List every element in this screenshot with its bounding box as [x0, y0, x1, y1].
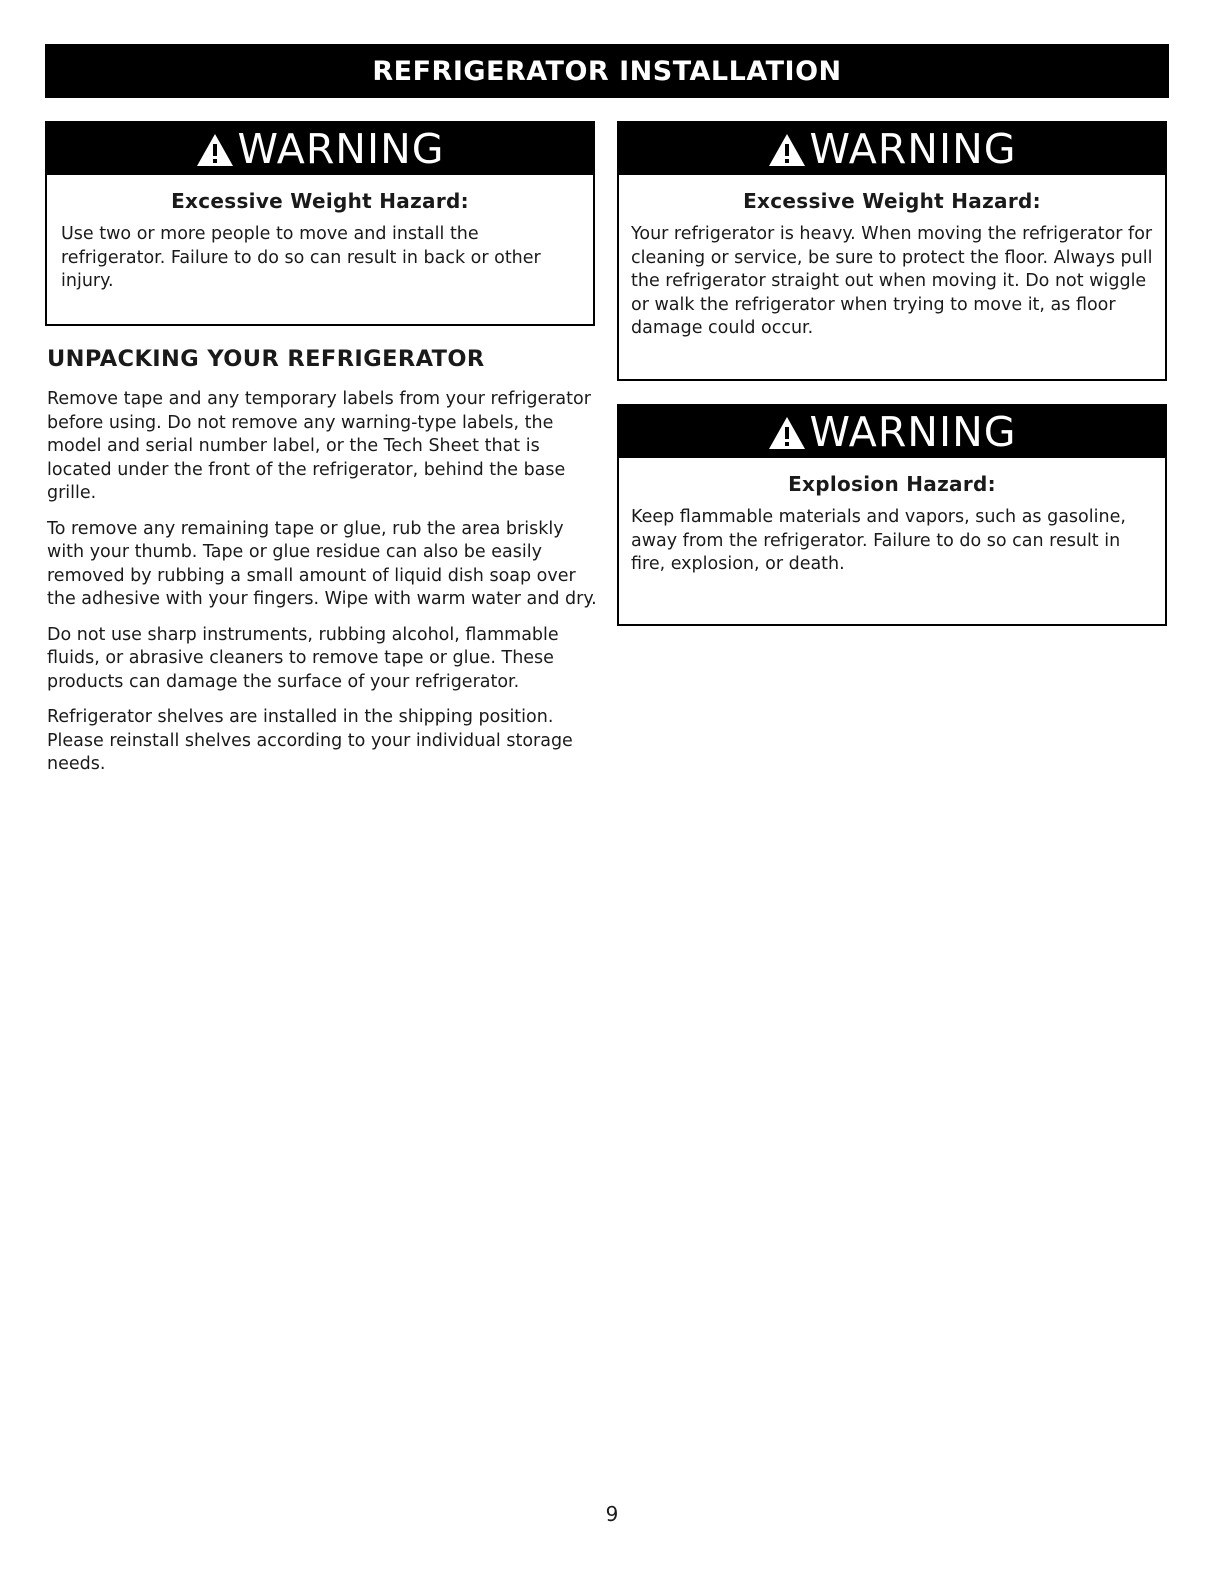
section-body	[47, 388, 597, 789]
warning-label: WARNING	[237, 125, 445, 173]
hazard-title: Excessive Weight Hazard:	[171, 189, 469, 213]
hazard-text: Keep flammable materials and vapors, such as gasoline, away from the refrigerator. Failure to do so can result in fire, explosion, or death.	[631, 507, 1126, 574]
paragraph: Remove tape and any temporary labels from your refrigerator before using. Do not remove any warning-type labels, the model and serial number label, or the Tech Sheet that is located under the front of the refrigerator, behind the base grille.	[47, 389, 591, 503]
warning-label: WARNING	[809, 125, 1017, 173]
warning-triangle-icon	[195, 132, 235, 168]
warning-box-weight-1	[45, 121, 595, 326]
page-number: 9	[605, 1502, 619, 1526]
warning-header	[619, 123, 1165, 175]
paragraph: Do not use sharp instruments, rubbing alcohol, flammable fluids, or abrasive cleaners to remove tape or glue. These products can damage the surface of your refrigerator.	[47, 624, 559, 692]
paragraph: Refrigerator shelves are installed in the shipping position. Please reinstall shelves according to your individual storage needs.	[47, 707, 573, 774]
warning-triangle-icon	[767, 132, 807, 168]
warning-header	[47, 123, 593, 175]
page-header-banner	[45, 44, 1169, 98]
warning-header	[619, 406, 1165, 458]
hazard-text: Use two or more people to move and install the refrigerator. Failure to do so can result in back or other injury.	[61, 224, 541, 291]
hazard-title: Explosion Hazard:	[788, 472, 996, 496]
paragraph: To remove any remaining tape or glue, rub the area briskly with your thumb. Tape or glue residue can also be easily removed by rubbing a small amount of liquid dish soap over the adhesive with your fingers. Wipe with warm water and dry.	[47, 518, 597, 609]
warning-triangle-icon	[767, 415, 807, 451]
hazard-text: Your refrigerator is heavy. When moving the refrigerator for cleaning or service, be sure to protect the floor. Always pull the refrigerator straight out when moving it. Do not wiggle or walk the refrigerator when trying to move it, as floor damage could occur.	[631, 224, 1153, 338]
warning-label: WARNING	[809, 408, 1017, 456]
warning-box-explosion	[617, 404, 1167, 626]
section-heading: UNPACKING YOUR REFRIGERATOR	[47, 346, 485, 372]
warning-box-weight-2	[617, 121, 1167, 381]
page-title: REFRIGERATOR INSTALLATION	[372, 55, 842, 87]
hazard-title: Excessive Weight Hazard:	[743, 189, 1041, 213]
